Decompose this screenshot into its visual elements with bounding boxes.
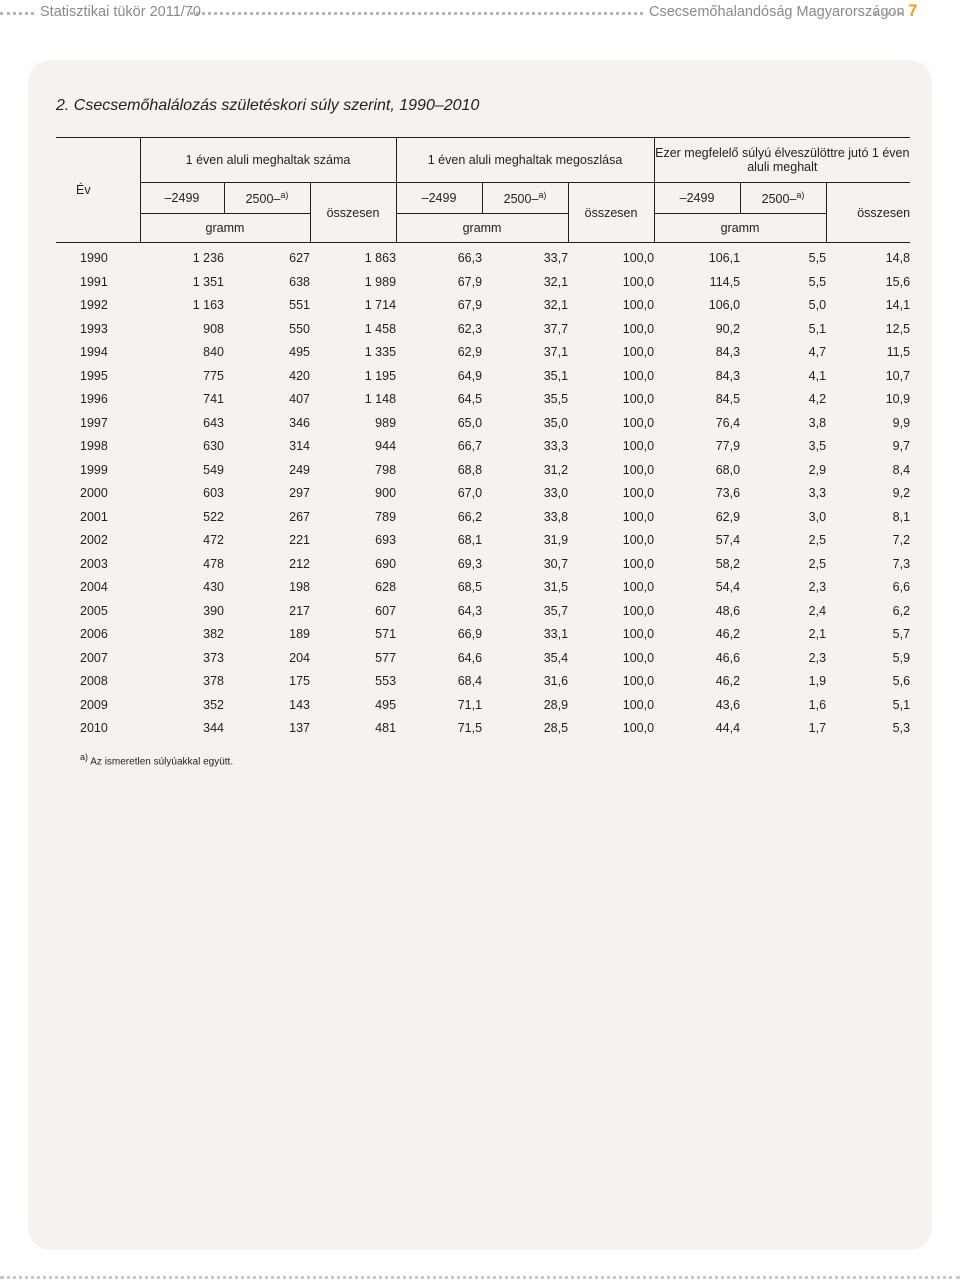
value-cell: 5,9 (892, 650, 911, 665)
value-cell: 478 (203, 556, 224, 571)
value-cell: 1 148 (364, 392, 397, 406)
table-title: 2. Csecsemőhalálozás születéskori súly szerint, 1990–2010 (56, 97, 480, 114)
value-cell: 100,0 (622, 345, 655, 359)
value-cell: 64,9 (457, 368, 483, 383)
value-cell: 5,6 (892, 674, 911, 688)
value-cell: 33,8 (543, 509, 569, 524)
value-cell: 100,0 (622, 392, 655, 406)
footer-dots (0, 1276, 960, 1279)
value-cell: 68,5 (457, 580, 483, 594)
year-cell: 1999 (80, 462, 108, 477)
value-cell: 46,6 (715, 650, 741, 665)
value-cell: 3,5 (808, 439, 827, 453)
value-cell: 68,1 (457, 533, 483, 547)
value-cell: 100,0 (622, 580, 655, 594)
value-cell: 10,7 (885, 368, 911, 383)
value-cell: 5,7 (892, 627, 911, 641)
value-cell: 62,9 (715, 509, 741, 524)
year-cell: 2010 (80, 721, 108, 735)
value-cell: 571 (375, 627, 397, 641)
value-cell: 693 (375, 533, 397, 547)
value-cell: 66,9 (457, 627, 483, 641)
running-header-left: Statisztikai tükör 2011/70 (40, 4, 201, 20)
table-row (56, 294, 910, 318)
col-total: összesen (310, 183, 396, 243)
value-cell: 68,0 (715, 462, 741, 477)
value-cell: 100,0 (622, 697, 655, 712)
value-cell: 840 (203, 345, 224, 359)
value-cell: 2,5 (808, 533, 827, 547)
value-cell: 67,9 (457, 274, 483, 289)
value-cell: 7,3 (892, 556, 911, 571)
value-cell: 603 (203, 486, 224, 500)
value-cell: 62,9 (457, 345, 483, 359)
value-cell: 577 (375, 650, 397, 665)
value-cell: 420 (289, 368, 310, 383)
value-cell: 741 (203, 392, 224, 406)
value-cell: 71,5 (457, 721, 483, 735)
table-row (56, 365, 910, 389)
value-cell: 31,5 (543, 580, 569, 594)
value-cell: 249 (289, 462, 310, 477)
value-cell: 9,9 (892, 415, 911, 430)
unit-label: gramm (654, 214, 826, 243)
value-cell: 67,0 (457, 486, 483, 500)
table-row (56, 670, 910, 694)
value-cell: 64,5 (457, 392, 483, 406)
value-cell: 5,5 (808, 251, 827, 265)
value-cell: 33,7 (543, 251, 569, 265)
value-cell: 6,2 (892, 603, 911, 618)
value-cell: 638 (289, 274, 310, 289)
value-cell: 1 458 (364, 321, 397, 336)
value-cell: 5,3 (892, 721, 911, 735)
year-cell: 1990 (80, 251, 108, 265)
table-row (56, 529, 910, 553)
value-cell: 5,1 (808, 321, 827, 336)
value-cell: 373 (203, 650, 224, 665)
value-cell: 37,1 (543, 345, 569, 359)
value-cell: 100,0 (622, 650, 655, 665)
value-cell: 1,9 (808, 674, 827, 688)
value-cell: 6,6 (892, 580, 911, 594)
year-cell: 1996 (80, 392, 108, 406)
value-cell: 189 (289, 627, 310, 641)
value-cell: 100,0 (622, 533, 655, 547)
table-row (56, 318, 910, 342)
value-cell: 352 (203, 697, 224, 712)
value-cell: 5,5 (808, 274, 827, 289)
table-body (56, 243, 910, 741)
footnote-mark: a) (80, 752, 89, 762)
year-cell: 1991 (80, 274, 108, 289)
value-cell: 628 (375, 580, 397, 594)
value-cell: 346 (289, 415, 310, 430)
value-cell: 100,0 (622, 509, 655, 524)
value-cell: 1 195 (364, 368, 397, 383)
value-cell: 3,0 (808, 509, 827, 524)
value-cell: 33,0 (543, 486, 569, 500)
value-cell: 944 (375, 439, 397, 453)
value-cell: 100,0 (622, 274, 655, 289)
value-cell: 550 (289, 321, 310, 336)
value-cell: 2,4 (808, 603, 827, 618)
table-row (56, 459, 910, 483)
value-cell: 775 (203, 368, 224, 383)
year-cell: 2006 (80, 627, 108, 641)
footnote (80, 750, 233, 769)
value-cell: 28,5 (543, 721, 569, 735)
value-cell: 62,3 (457, 321, 483, 336)
table-row (56, 435, 910, 459)
year-cell: 2003 (80, 556, 108, 571)
value-cell: 100,0 (622, 486, 655, 500)
value-cell: 30,7 (543, 556, 569, 571)
value-cell: 9,2 (892, 486, 911, 500)
year-cell: 2005 (80, 603, 108, 618)
value-cell: 643 (203, 415, 224, 430)
table-row (56, 600, 910, 624)
value-cell: 297 (289, 486, 310, 500)
value-cell: 2,3 (808, 580, 827, 594)
value-cell: 2,3 (808, 650, 827, 665)
col-total: összesen (568, 183, 654, 243)
value-cell: 1 989 (364, 274, 397, 289)
value-cell: 106,0 (708, 298, 741, 312)
value-cell: 137 (289, 721, 310, 735)
table-row (56, 412, 910, 436)
value-cell: 35,5 (543, 392, 569, 406)
value-cell: 65,0 (457, 415, 483, 430)
value-cell: 1,6 (808, 697, 827, 712)
value-cell: 3,3 (808, 486, 827, 500)
group-header-count: 1 éven aluli meghaltak száma (140, 138, 396, 183)
year-cell: 1998 (80, 439, 108, 453)
year-cell: 1992 (80, 298, 108, 312)
value-cell: 407 (289, 392, 310, 406)
value-cell: 15,6 (885, 274, 911, 289)
value-cell: 1 163 (192, 298, 224, 312)
value-cell: 35,0 (543, 415, 569, 430)
footnote-text: Az ismeretlen súlyúakkal együtt. (90, 756, 234, 768)
value-cell: 789 (375, 509, 397, 524)
group-header-rate: Ezer megfelelő súlyú élveszülöttre jutó 1 éven aluli meghalt (654, 138, 910, 183)
value-cell: 8,4 (892, 462, 911, 477)
value-cell: 100,0 (622, 368, 655, 383)
value-cell: 344 (203, 721, 224, 735)
col-low-weight: –2499 (654, 183, 740, 214)
value-cell: 57,4 (715, 533, 741, 547)
value-cell: 1 236 (192, 251, 224, 265)
value-cell: 35,4 (543, 650, 569, 665)
value-cell: 481 (375, 721, 397, 735)
value-cell: 14,1 (885, 298, 911, 312)
value-cell: 1 863 (364, 251, 397, 265)
data-table (56, 137, 910, 741)
value-cell: 35,1 (543, 368, 569, 383)
value-cell: 900 (375, 486, 397, 500)
value-cell: 390 (203, 603, 224, 618)
table-row (56, 553, 910, 577)
table-row (56, 388, 910, 412)
value-cell: 627 (289, 251, 310, 265)
value-cell: 48,6 (715, 603, 741, 618)
col-low-weight: –2499 (140, 183, 224, 214)
value-cell: 1 335 (364, 345, 397, 359)
year-cell: 1997 (80, 415, 108, 430)
value-cell: 607 (375, 603, 397, 618)
page-number: 7 (908, 1, 918, 20)
year-cell: 1994 (80, 345, 108, 359)
value-cell: 33,1 (543, 627, 569, 641)
value-cell: 798 (375, 462, 397, 477)
value-cell: 84,3 (715, 345, 741, 359)
table-row (56, 271, 910, 295)
value-cell: 8,1 (892, 509, 911, 524)
value-cell: 7,2 (892, 533, 911, 547)
value-cell: 37,7 (543, 321, 569, 336)
value-cell: 77,9 (715, 439, 741, 453)
year-cell: 1993 (80, 321, 108, 336)
value-cell: 204 (289, 650, 310, 665)
value-cell: 378 (203, 674, 224, 688)
value-cell: 64,6 (457, 650, 483, 665)
value-cell: 1 351 (192, 274, 224, 289)
value-cell: 382 (203, 627, 224, 641)
value-cell: 3,8 (808, 415, 827, 430)
value-cell: 44,4 (715, 721, 741, 735)
value-cell: 31,9 (543, 533, 569, 547)
value-cell: 14,8 (885, 251, 911, 265)
value-cell: 10,9 (885, 392, 911, 406)
value-cell: 46,2 (715, 674, 741, 688)
col-high-weight: 2500–$^{a)}$ (482, 183, 568, 214)
value-cell: 221 (289, 533, 310, 547)
value-cell: 54,4 (715, 580, 741, 594)
value-cell: 100,0 (622, 721, 655, 735)
value-cell: 549 (203, 462, 224, 477)
table-row (56, 506, 910, 530)
value-cell: 1,7 (808, 721, 827, 735)
value-cell: 32,1 (543, 298, 569, 312)
value-cell: 114,5 (709, 274, 741, 289)
value-cell: 100,0 (622, 415, 655, 430)
value-cell: 100,0 (622, 251, 655, 265)
value-cell: 100,0 (622, 462, 655, 477)
value-cell: 11,5 (886, 345, 911, 359)
value-cell: 58,2 (715, 556, 741, 571)
year-cell: 2004 (80, 580, 108, 594)
value-cell: 66,2 (457, 509, 483, 524)
value-cell: 67,9 (457, 298, 483, 312)
value-cell: 28,9 (543, 697, 569, 712)
value-cell: 100,0 (622, 556, 655, 571)
year-cell: 2008 (80, 674, 108, 688)
value-cell: 9,7 (892, 439, 911, 453)
value-cell: 84,5 (715, 392, 741, 406)
value-cell: 100,0 (622, 603, 655, 618)
value-cell: 46,2 (715, 627, 741, 641)
value-cell: 217 (289, 603, 310, 618)
header-dots-middle (190, 12, 643, 15)
header-dots-left (0, 12, 34, 15)
value-cell: 2,9 (808, 462, 827, 477)
value-cell: 630 (203, 439, 224, 453)
value-cell: 314 (289, 439, 310, 453)
value-cell: 66,3 (457, 251, 483, 265)
value-cell: 5,0 (808, 298, 827, 312)
year-cell: 2007 (80, 650, 108, 665)
value-cell: 43,6 (715, 697, 741, 712)
table-row (56, 576, 910, 600)
value-cell: 4,7 (808, 345, 827, 359)
value-cell: 12,5 (885, 321, 911, 336)
value-cell: 495 (375, 697, 397, 712)
value-cell: 198 (289, 580, 310, 594)
value-cell: 212 (289, 556, 310, 571)
year-cell: 2001 (80, 509, 108, 524)
year-cell: 2002 (80, 533, 108, 547)
value-cell: 5,1 (892, 697, 911, 712)
table-row (56, 243, 910, 271)
value-cell: 1 714 (364, 298, 397, 312)
value-cell: 33,3 (543, 439, 569, 453)
table-row (56, 482, 910, 506)
value-cell: 68,8 (457, 462, 483, 477)
table-row (56, 694, 910, 718)
unit-label: gramm (140, 214, 310, 243)
value-cell: 69,3 (457, 556, 483, 571)
value-cell: 68,4 (457, 674, 483, 688)
value-cell: 106,1 (708, 251, 741, 265)
value-cell: 64,3 (457, 603, 483, 618)
value-cell: 100,0 (622, 298, 655, 312)
col-low-weight: –2499 (396, 183, 482, 214)
col-high-weight: 2500–$^{a)}$ (224, 183, 310, 214)
value-cell: 76,4 (715, 415, 741, 430)
table-row (56, 623, 910, 647)
value-cell: 989 (375, 415, 397, 430)
value-cell: 553 (375, 674, 397, 688)
value-cell: 495 (289, 345, 310, 359)
value-cell: 71,1 (457, 697, 483, 712)
value-cell: 430 (203, 580, 224, 594)
value-cell: 100,0 (622, 439, 655, 453)
value-cell: 35,7 (543, 603, 569, 618)
group-header-distribution: 1 éven aluli meghaltak megoszlása (396, 138, 654, 183)
value-cell: 4,1 (808, 368, 827, 383)
table-row (56, 341, 910, 365)
value-cell: 73,6 (715, 486, 741, 500)
value-cell: 472 (203, 533, 224, 547)
value-cell: 31,6 (543, 674, 569, 688)
value-cell: 31,2 (543, 462, 569, 477)
value-cell: 267 (289, 509, 310, 524)
value-cell: 143 (289, 697, 310, 712)
value-cell: 32,1 (543, 274, 569, 289)
table-row (56, 717, 910, 741)
value-cell: 2,1 (808, 627, 827, 641)
header-dots-right (874, 12, 902, 15)
year-header: Év (56, 138, 140, 243)
value-cell: 908 (203, 321, 224, 336)
col-total: összesen (826, 183, 910, 243)
value-cell: 100,0 (622, 674, 655, 688)
value-cell: 90,2 (715, 321, 741, 336)
value-cell: 2,5 (808, 556, 827, 571)
value-cell: 100,0 (622, 321, 655, 336)
running-header-right: Csecsemőhalandóság Magyarországon (649, 4, 905, 20)
year-cell: 1995 (80, 368, 108, 383)
year-cell: 2000 (80, 486, 108, 500)
value-cell: 175 (289, 674, 310, 688)
value-cell: 551 (289, 298, 310, 312)
unit-label: gramm (396, 214, 568, 243)
year-cell: 2009 (80, 697, 108, 712)
value-cell: 100,0 (622, 627, 655, 641)
value-cell: 522 (203, 509, 224, 524)
value-cell: 4,2 (808, 392, 827, 406)
value-cell: 66,7 (457, 439, 483, 453)
value-cell: 84,3 (715, 368, 741, 383)
value-cell: 690 (375, 556, 397, 571)
table-row (56, 647, 910, 671)
col-high-weight: 2500–$^{a)}$ (740, 183, 826, 214)
